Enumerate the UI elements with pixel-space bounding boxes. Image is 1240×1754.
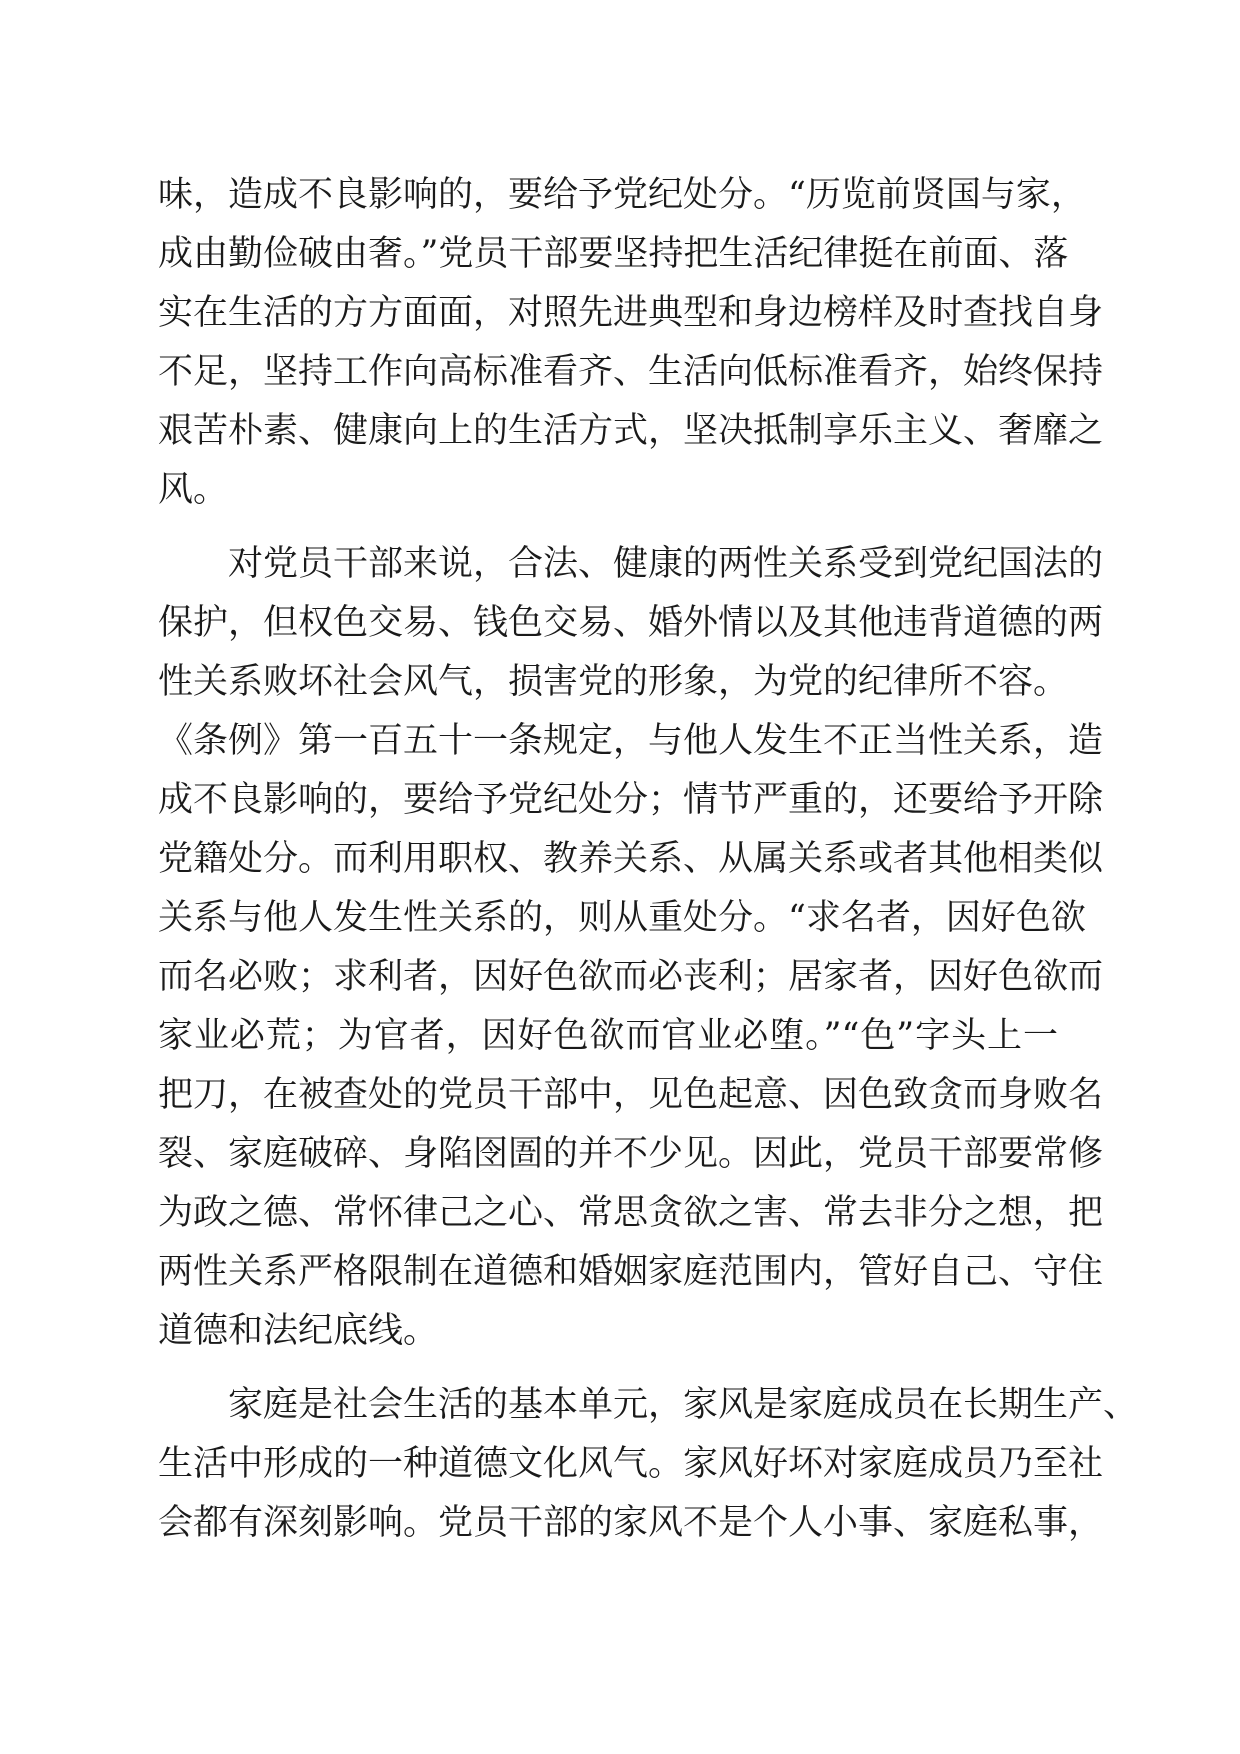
paragraph-gap	[158, 1361, 1058, 1376]
paragraph-line: 成由勤俭破由奢。”党员干部要坚持把生活纪律挺在前面、落	[158, 234, 1069, 274]
paragraph-line: 生活中形成的一种道德文化风气。家风好坏对家庭成员乃至社	[158, 1444, 1104, 1484]
document-body	[158, 166, 1139, 1553]
paragraph-line: 家业必荒；为官者，因好色欲而官业必堕。”“色”字头上一	[158, 1016, 1058, 1056]
paragraph-line: 艰苦朴素、健康向上的生活方式，坚决抵制享乐主义、奢靡之	[158, 411, 1104, 451]
paragraph-line: 实在生活的方方面面，对照先进典型和身边榜样及时查找自身	[158, 293, 1104, 333]
paragraph-line: 会都有深刻影响。党员干部的家风不是个人小事、家庭私事，	[158, 1503, 1104, 1543]
paragraph-1	[158, 166, 1104, 520]
paragraph-line: 两性关系严格限制在道德和婚姻家庭范围内，管好自己、守住	[158, 1252, 1104, 1292]
paragraph-line: 成不良影响的，要给予党纪处分；情节严重的，还要给予开除	[158, 780, 1104, 820]
paragraph-line: 裂、家庭破碎、身陷囹圄的并不少见。因此，党员干部要常修	[158, 1134, 1104, 1174]
paragraph-line: 性关系败坏社会风气，损害党的形象，为党的纪律所不容。	[158, 662, 1069, 702]
paragraph-line: 而名必败；求利者，因好色欲而必丧利；居家者，因好色欲而	[158, 957, 1104, 997]
paragraph-line: 对党员干部来说，合法、健康的两性关系受到党纪国法的	[228, 544, 1104, 584]
paragraph-gap	[158, 520, 1058, 535]
paragraph-3	[158, 1376, 1139, 1553]
paragraph-line: 味，造成不良影响的，要给予党纪处分。“历览前贤国与家，	[158, 175, 1086, 215]
paragraph-2	[158, 535, 1104, 1361]
paragraph-line: 为政之德、常怀律己之心、常思贪欲之害、常去非分之想，把	[158, 1193, 1104, 1233]
paragraph-line: 《条例》第一百五十一条规定，与他人发生不正当性关系，造	[158, 721, 1104, 761]
paragraph-line: 风。	[158, 470, 229, 510]
paragraph-line: 不足，坚持工作向高标准看齐、生活向低标准看齐，始终保持	[158, 352, 1104, 392]
paragraph-line: 保护，但权色交易、钱色交易、婚外情以及其他违背道德的两	[158, 603, 1104, 643]
paragraph-line: 把刀，在被查处的党员干部中，见色起意、因色致贪而身败名	[158, 1075, 1104, 1115]
paragraph-line: 关系与他人发生性关系的，则从重处分。“求名者，因好色欲	[158, 898, 1086, 938]
paragraph-line: 道德和法纪底线。	[158, 1311, 439, 1351]
paragraph-line: 党籍处分。而利用职权、教养关系、从属关系或者其他相类似	[158, 839, 1104, 879]
paragraph-line: 家庭是社会生活的基本单元，家风是家庭成员在长期生产、	[228, 1385, 1139, 1425]
